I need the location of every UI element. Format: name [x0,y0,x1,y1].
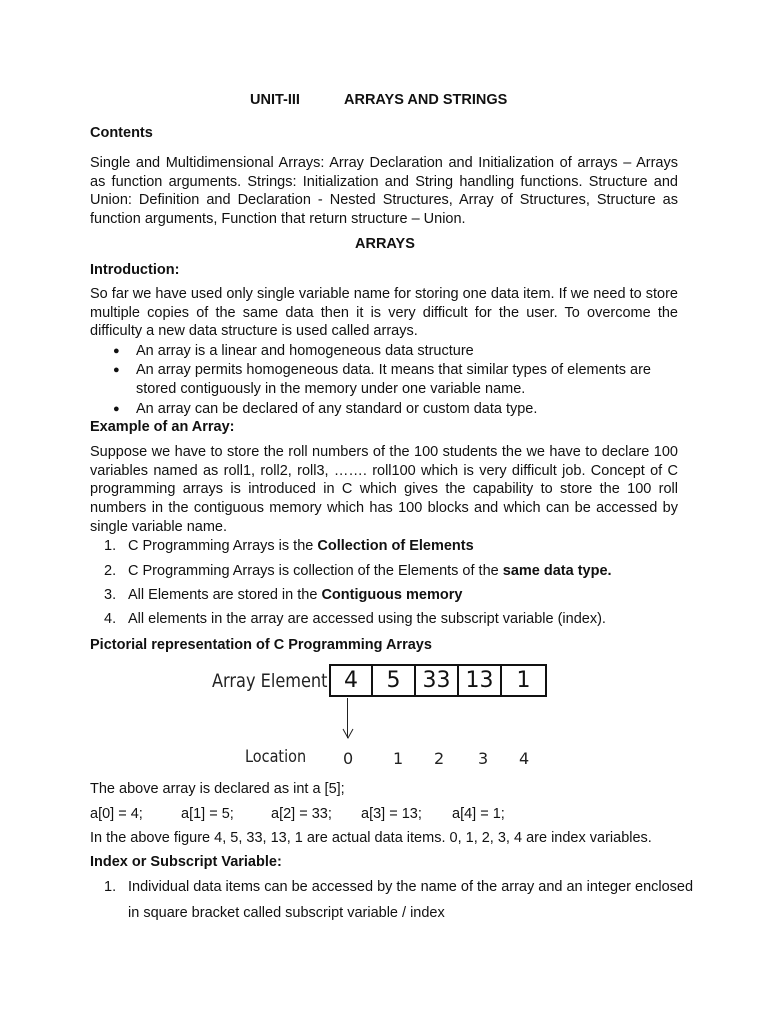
contents-heading: Contents [90,125,153,141]
array-element-label: Array Element [212,670,328,692]
list-number: 1. [104,879,117,895]
figure-note: In the above figure 4, 5, 33, 13, 1 are actual data items. 0, 1, 2, 3, 4 are index variables. [90,830,652,846]
location-index: 1 [393,749,404,768]
array-cell: 1 [516,668,531,693]
index-heading: Index or Subscript Variable: [90,854,282,870]
example-paragraph: Suppose we have to store the roll numbers of the 100 students the we have to declare 100 variables named as roll1, roll2, roll3, ……. roll100 which is very difficult job. Concept of C programming arrays is introduced in C which gives the capability to store the 100 roll numbers in the contiguous memory which has 100 blocks and which can be accessed by single variable name. [90,444,678,535]
list-number: 4. [104,611,117,627]
list-item: All elements in the array are accessed using the subscript variable (index). [128,611,606,627]
page-title: ARRAYS AND STRINGS [344,92,508,108]
bullet-item: An array permits homogeneous data. It means that similar types of elements are stored contiguously in the memory under one variable name. [136,362,651,397]
list-number: 3. [104,587,117,603]
location-label: Location [245,747,307,767]
array-cell: 5 [373,666,416,695]
list-item: C Programming Arrays is the Collection of Elements [128,538,474,554]
introduction-heading: Introduction: [90,262,180,278]
assignment-item: a[0] = 4; [90,806,143,822]
list-item: All Elements are stored in the Contiguous memory [128,587,463,603]
down-arrow-icon [342,728,354,740]
example-heading: Example of an Array: [90,419,235,435]
list-item-emphasis: same data type. [502,563,612,579]
pictorial-heading: Pictorial representation of C Programming Arrays [90,637,432,653]
list-item-emphasis: Contiguous memory [321,587,463,603]
location-index: 2 [434,749,445,768]
list-item: Individual data items can be accessed by the name of the array and an integer enclosed [128,879,694,895]
array-table [329,664,547,697]
array-cell: 33 [416,666,459,695]
section-title: ARRAYS [355,236,415,252]
list-item: C Programming Arrays is collection of the Elements of the same data type. [128,563,612,579]
location-index: 0 [343,749,354,768]
list-number: 1. [104,538,117,554]
bullet-dot: ● [113,364,120,376]
bullet-item: An array is a linear and homogeneous data structure [136,343,474,359]
assignment-item: a[4] = 1; [452,806,505,822]
array-cell: 13 [459,666,502,695]
list-number: 2. [104,563,117,579]
introduction-paragraph: So far we have used only single variable name for storing one data item. If we need to store multiple copies of the same data then it is very difficult for the user. To overcome the difficulty a new data structure is used called arrays. [90,286,678,340]
contents-paragraph: Single and Multidimensional Arrays: Array Declaration and Initialization of arrays – Arrays as function arguments. Strings: Initialization and String handling functions. Structure and Union: Definition and Declaration - Nested Structures, Array of Structures, Structure as function arguments, Function that return structure – Union. [90,155,678,228]
array-cell: 4 [331,666,373,695]
location-index: 4 [519,749,530,768]
declaration-text: The above array is declared as int a [5]; [90,781,345,797]
assignment-item: a[1] = 5; [181,806,234,822]
list-item-continuation: in square bracket called subscript variable / index [128,905,445,921]
assignment-item: a[2] = 33; [271,806,332,822]
bullet-item: An array can be declared of any standard or custom data type. [136,401,538,417]
bullet-dot: ● [113,345,120,357]
unit-label: UNIT-III [250,92,300,108]
assignment-item: a[3] = 13; [361,806,422,822]
location-index: 3 [478,749,489,768]
bullet-dot: ● [113,403,120,415]
list-item-emphasis: Collection of Elements [317,538,474,554]
